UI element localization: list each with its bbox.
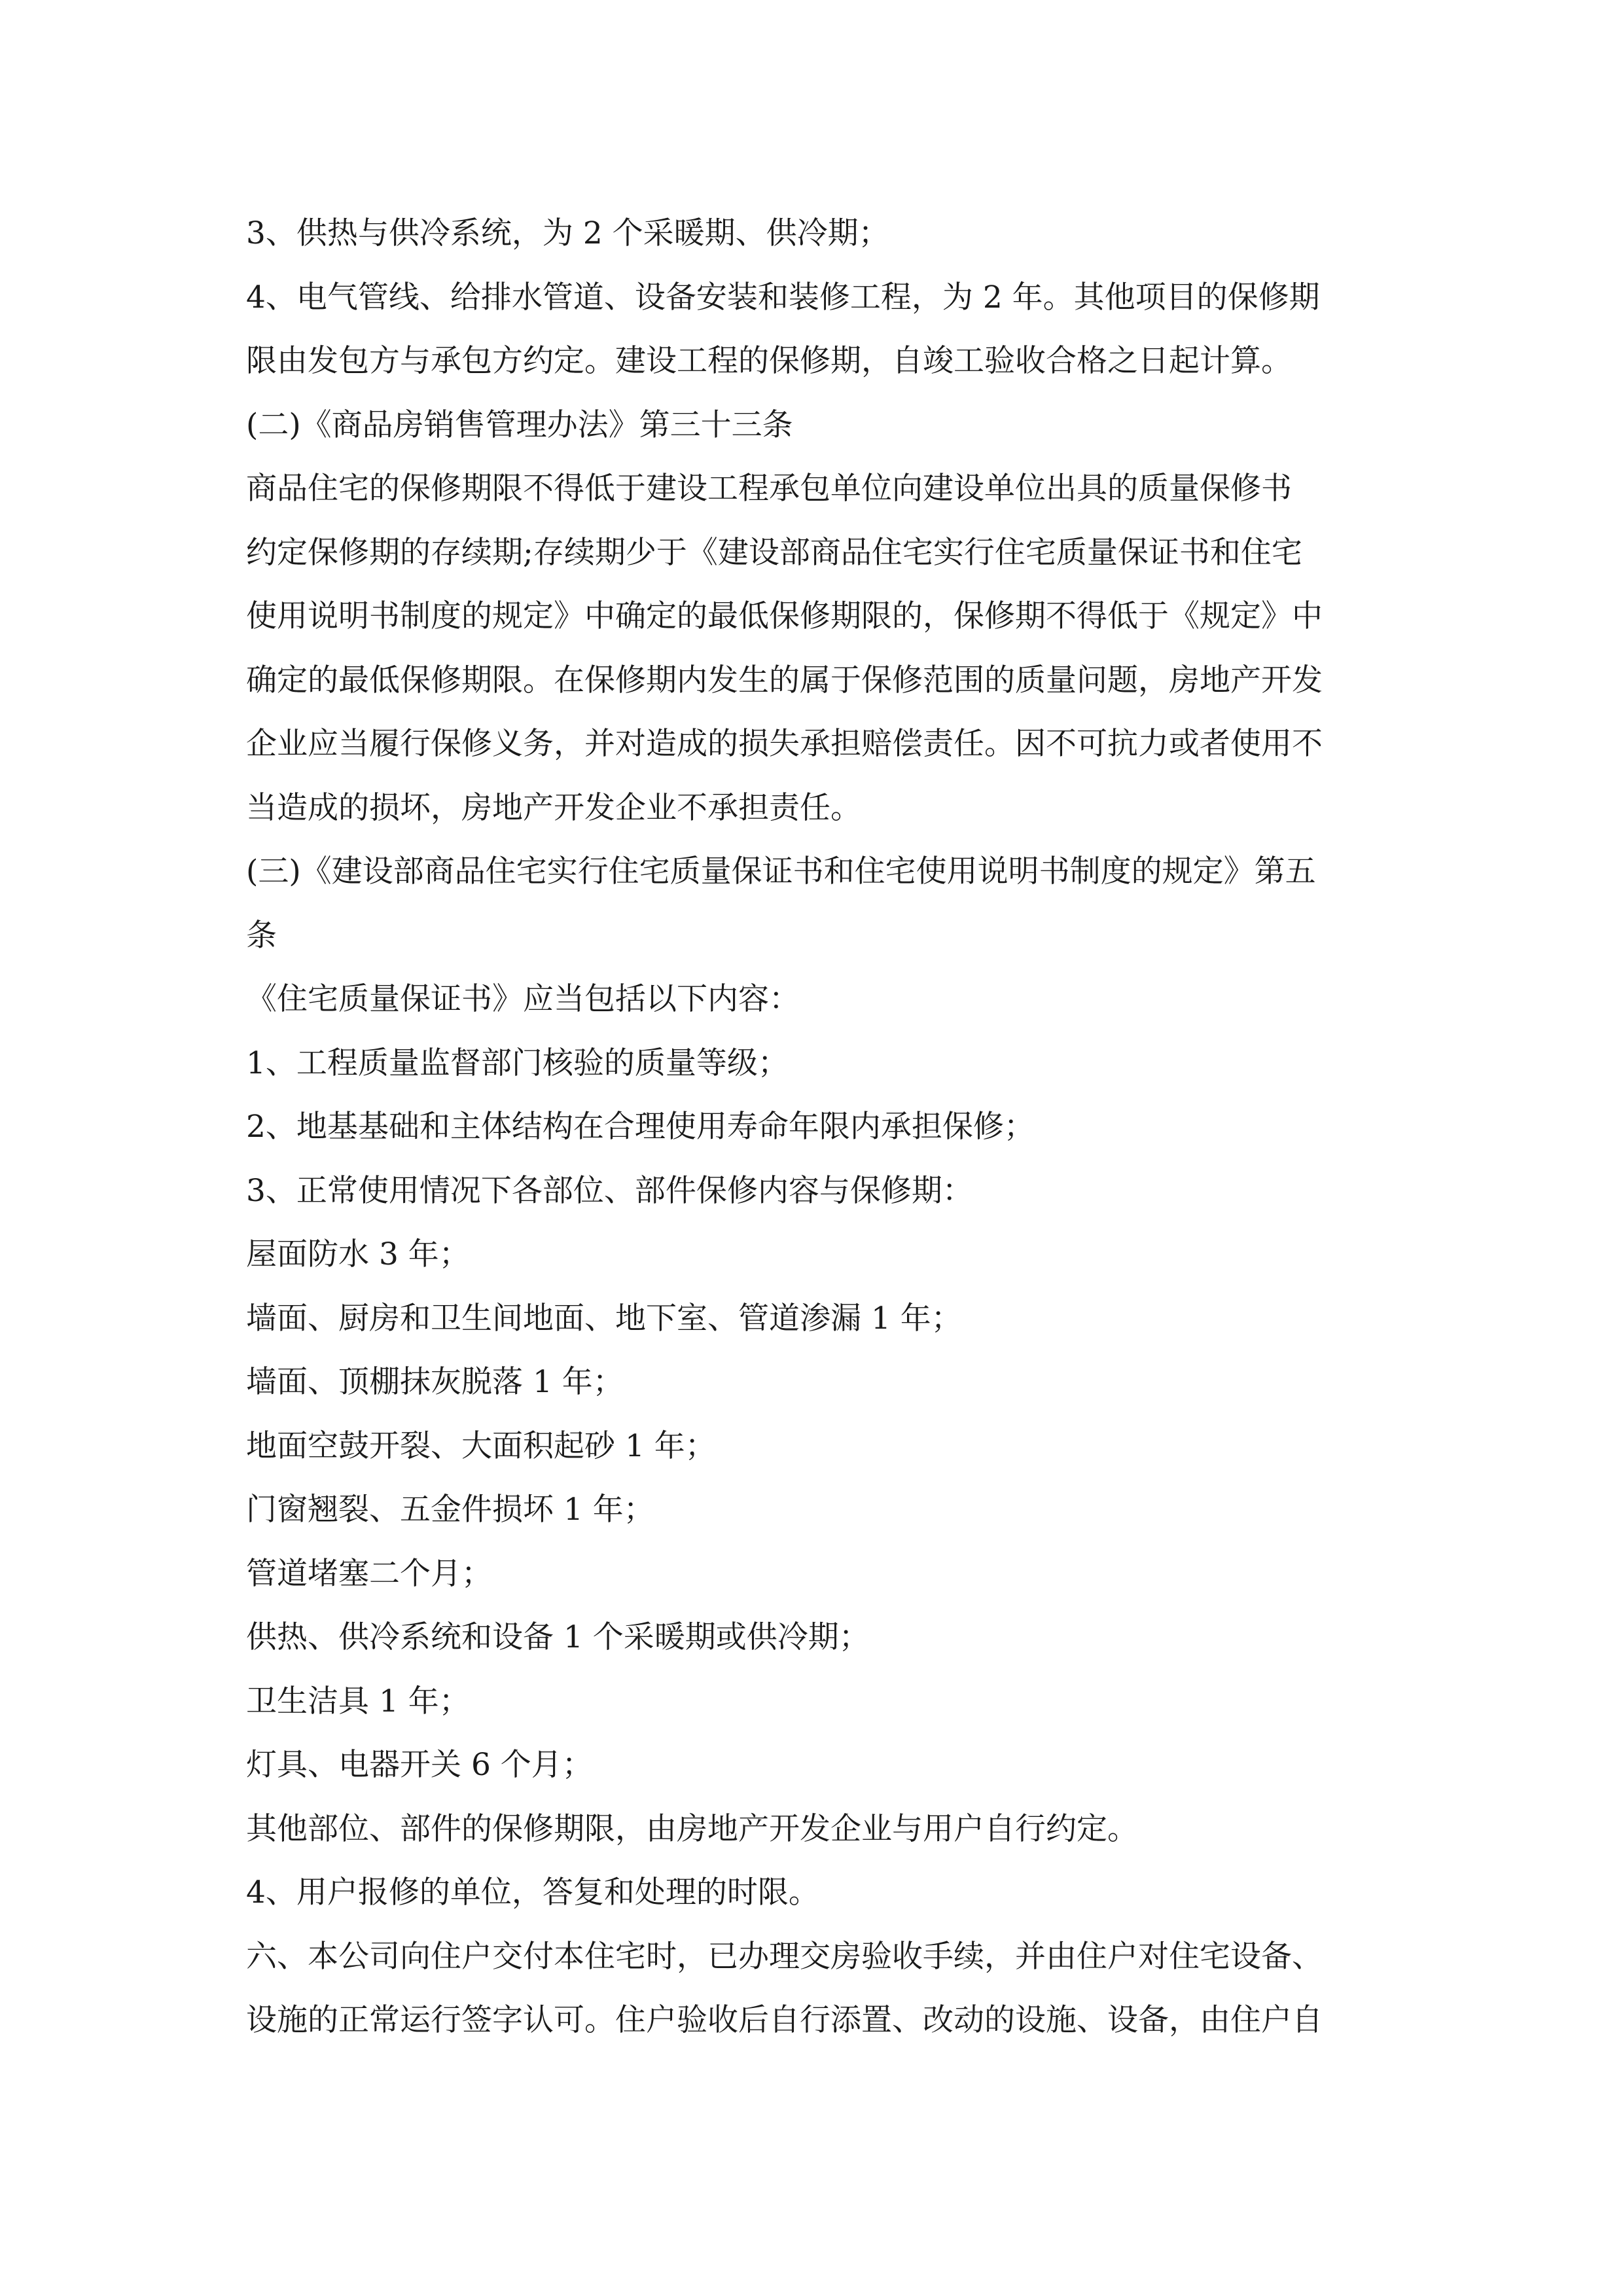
- text-line: 约定保修期的存续期;存续期少于《建设部商品住宅实行住宅质量保证书和住宅: [246, 534, 1302, 571]
- list-item: 地面空鼓开裂、大面积起砂 1 年；: [246, 1427, 716, 1464]
- text-line: 企业应当履行保修义务，并对造成的损失承担赔偿责任。因不可抗力或者使用不: [246, 726, 1323, 762]
- text-line: 限由发包方与承包方约定。建设工程的保修期，自竣工验收合格之日起计算。: [246, 343, 1292, 379]
- list-item: 供热、供冷系统和设备 1 个采暖期或供冷期；: [246, 1619, 870, 1655]
- list-item: 屋面防水 3 年；: [246, 1236, 470, 1272]
- list-item: 4、用户报修的单位，答复和处理的时限。: [246, 1874, 819, 1910]
- text-line: 其他部位、部件的保修期限，由房地产开发企业与用户自行约定。: [246, 1810, 1138, 1847]
- list-item: 门窗翘裂、五金件损坏 1 年；: [246, 1492, 654, 1528]
- text-line: 使用说明书制度的规定》中确定的最低保修期限的，保修期不得低于《规定》中: [246, 598, 1323, 634]
- text-line: 当造成的损坏，房地产开发企业不承担责任。: [246, 789, 861, 826]
- list-item: 3、正常使用情况下各部位、部件保修内容与保修期：: [246, 1172, 973, 1209]
- section-heading: (二)《商品房销售管理办法》第三十三条: [246, 406, 793, 443]
- list-item: 1、工程质量监督部门核验的质量等级；: [246, 1045, 789, 1081]
- document-page: [246, 202, 1385, 2053]
- text-line: 设施的正常运行签字认可。住户验收后自行添置、改动的设施、设备，由住户自: [246, 2002, 1323, 2038]
- text-line: 商品住宅的保修期限不得低于建设工程承包单位向建设单位出具的质量保修书: [246, 471, 1292, 507]
- list-item: 墙面、顶棚抹灰脱落 1 年；: [246, 1364, 624, 1400]
- section-heading: (三)《建设部商品住宅实行住宅质量保证书和住宅使用说明书制度的规定》第五: [246, 853, 1316, 889]
- text-line: 确定的最低保修期限。在保修期内发生的属于保修范围的质量问题，房地产开发: [246, 662, 1323, 698]
- list-item: 管道堵塞二个月；: [246, 1555, 492, 1592]
- text-line: 六、本公司向住户交付本住宅时，已办理交房验收手续，并由住户对住宅设备、: [246, 1938, 1323, 1975]
- list-item: 墙面、厨房和卫生间地面、地下室、管道渗漏 1 年；: [246, 1300, 962, 1336]
- text-line: 《住宅质量保证书》应当包括以下内容：: [246, 981, 800, 1017]
- section-heading: 条: [246, 917, 277, 954]
- list-item: 卫生洁具 1 年；: [246, 1683, 470, 1719]
- text-line: 4、电气管线、给排水管道、设备安装和装修工程，为 2 年。其他项目的保修期: [246, 279, 1320, 315]
- list-item: 灯具、电器开关 6 个月；: [246, 1747, 593, 1783]
- text-line: 3、供热与供冷系统，为 2 个采暖期、供冷期；: [246, 215, 889, 251]
- list-item: 2、地基基础和主体结构在合理使用寿命年限内承担保修；: [246, 1109, 1035, 1145]
